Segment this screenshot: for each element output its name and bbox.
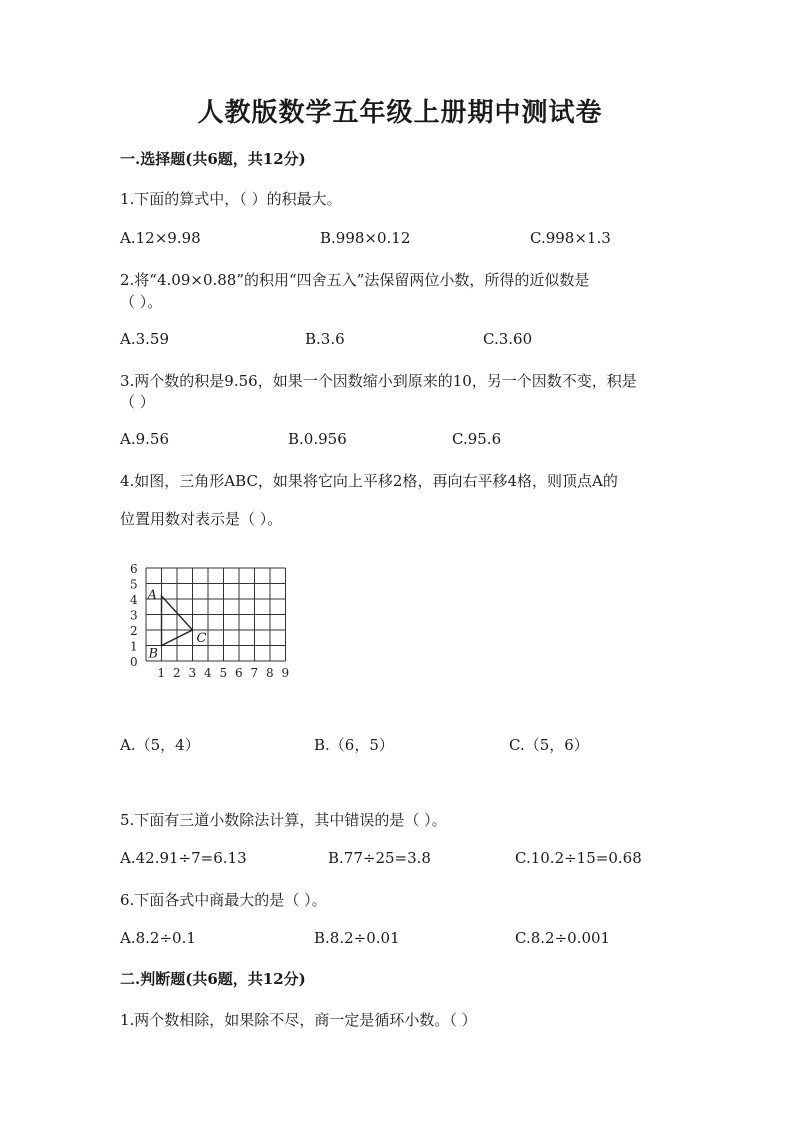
question-3-line1: 3.两个数的积是9.56，如果一个因数缩小到原来的10，另一个因数不变，积是	[120, 372, 637, 390]
q1-option-a: A.12×9.98	[120, 229, 201, 247]
x-axis-tick-label: 4	[204, 666, 212, 680]
y-axis-tick-label: 6	[130, 562, 138, 576]
y-axis-tick-label: 2	[130, 624, 138, 638]
point-c-label: C	[196, 631, 207, 646]
point-b-label: B	[148, 646, 159, 662]
q5-option-b: B.77÷25=3.8	[328, 849, 431, 867]
q2-option-b: B.3.6	[305, 330, 345, 348]
x-axis-labels	[158, 666, 290, 680]
x-axis-tick-label: 2	[173, 666, 181, 680]
y-axis-tick-label: 0	[130, 655, 138, 669]
q4-option-c: C.（5，6）	[509, 736, 589, 754]
question-5: 5.下面有三道小数除法计算，其中错误的是（ ）。	[120, 811, 447, 829]
q5-option-a: A.42.91÷7=6.13	[120, 849, 247, 867]
question-4-line1: 4.如图，三角形ABC，如果将它向上平移2格，再向右平移4格，则顶点A的	[120, 472, 618, 490]
section-heading-judgement: 二.判断题(共6题，共12分)	[120, 970, 306, 988]
grid-lines	[146, 568, 286, 661]
q1-option-b: B.998×0.12	[320, 229, 411, 247]
q3-option-a: A.9.56	[120, 430, 169, 448]
question-3-line2: （ ）	[120, 393, 155, 411]
q6-option-a: A.8.2÷0.1	[120, 929, 196, 947]
x-axis-tick-label: 9	[281, 666, 290, 680]
q4-option-a: A.（5，4）	[120, 736, 200, 754]
question-2-line1: 2.将“4.09×0.88”的积用“四舍五入”法保留两位小数，所得的近似数是	[120, 271, 590, 289]
y-axis-labels	[130, 562, 138, 669]
y-axis-tick-label: 5	[130, 577, 138, 592]
q3-option-b: B.0.956	[288, 430, 347, 448]
q2-option-a: A.3.59	[120, 330, 169, 348]
question-2-line2: （ ）。	[120, 293, 163, 311]
coordinate-grid-figure	[124, 556, 324, 696]
x-axis-tick-label: 7	[250, 666, 259, 680]
x-axis-tick-label: 1	[157, 666, 166, 680]
q6-option-c: C.8.2÷0.001	[515, 929, 611, 947]
x-axis-tick-label: 5	[219, 666, 228, 680]
q1-option-c: C.998×1.3	[530, 229, 611, 247]
page-title: 人教版数学五年级上册期中测试卷	[197, 98, 603, 128]
question-6: 6.下面各式中商最大的是（ ）。	[120, 891, 327, 909]
x-axis-tick-label: 3	[188, 666, 197, 680]
y-axis-tick-label: 1	[130, 639, 138, 654]
x-axis-tick-label: 8	[266, 666, 274, 680]
x-axis-tick-label: 6	[235, 666, 243, 680]
section-heading-choice: 一.选择题(共6题，共12分)	[120, 150, 306, 168]
point-a-label: A	[147, 587, 157, 603]
q4-option-b: B.（6，5）	[314, 736, 394, 754]
judgement-question-1: 1.两个数相除，如果除不尽，商一定是循环小数。（ ）	[120, 1011, 477, 1029]
q2-option-c: C.3.60	[483, 330, 533, 348]
question-4-line2: 位置用数对表示是（ ）。	[120, 510, 283, 528]
question-1: 1.下面的算式中，（ ）的积最大。	[120, 190, 342, 208]
q5-option-c: C.10.2÷15=0.68	[515, 849, 642, 867]
q3-option-c: C.95.6	[452, 430, 502, 448]
y-axis-tick-label: 3	[130, 608, 138, 623]
y-axis-tick-label: 4	[130, 593, 138, 607]
q6-option-b: B.8.2÷0.01	[314, 929, 400, 947]
